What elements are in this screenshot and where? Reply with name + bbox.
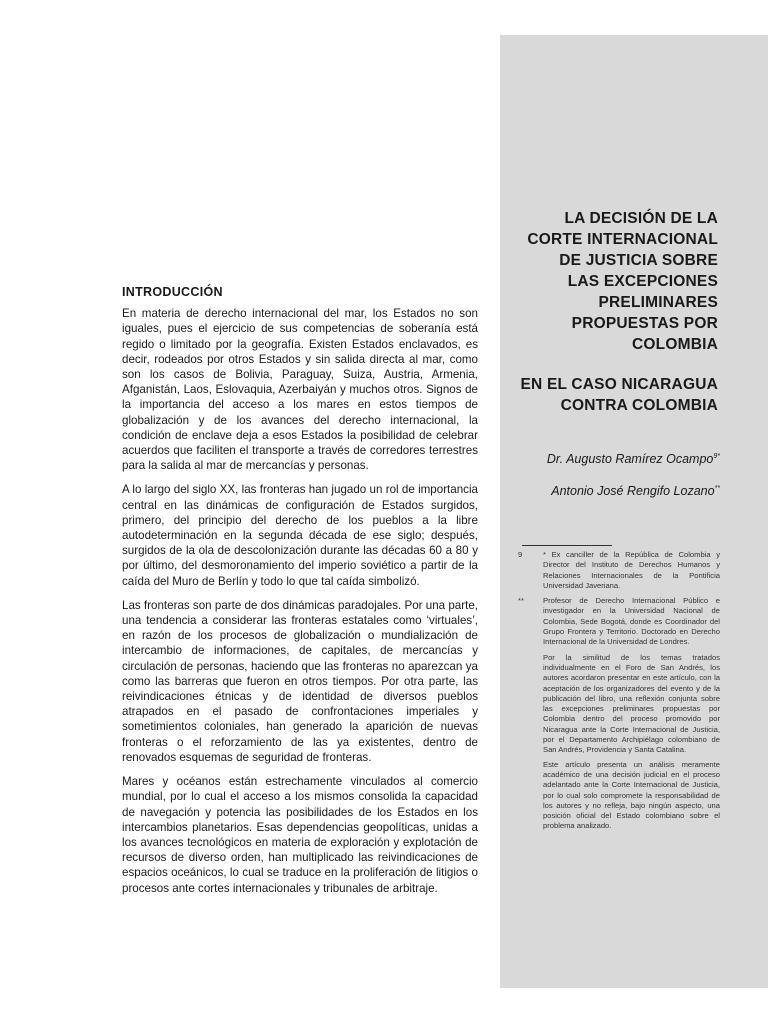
paragraph: A lo largo del siglo XX, las fronteras han jugado un rol de importancia central en las dinámicas de configuración de Estados surgidos, primero, del principio del derecho de los pueblos a la libre autodeterminación en la segunda década de ese siglo; después, surgidos de la ola de descolonización durante las décadas 60 a 80 y por último, del desmoronamiento del imperio soviético a partir de la caída del Muro de Berlín y todo lo que tal caída simbolizó. <box>122 483 478 588</box>
footnote-text: Profesor de Derecho Internacional Público e investigador en la Universidad Nacional de Colombia, Sede Bogotá, donde es Coordinador del Grupo Frontera y Territorio. Doctorado en Derecho Internacional de la Universidad de Londres. <box>543 596 720 647</box>
title-line: PRELIMINARES <box>598 294 718 311</box>
author-name: Dr. Augusto Ramírez Ocampo$^{9*}$ <box>546 452 720 467</box>
footnote <box>518 550 720 591</box>
title-line: LAS EXCEPCIONES <box>567 273 718 290</box>
main-text <box>122 285 478 905</box>
footnote-continuation: Por la similitud de los temas tratados individualmente en el Foro de San Andrés, los autores acordaron presentar en este artículo, con la aceptación de los organizadores del evento y de la publicación del libro, una reflexión conjunta sobre las excepciones preliminares propuestas por Colombia dentro del proceso promovido por Nicaragua ante la Corte Internacional de Justicia, por el Departamento Archipiélago colombiano de San Andrés, Providencia y Santa Catalina. <box>543 652 720 755</box>
title-line: DE JUSTICIA SOBRE <box>559 252 718 269</box>
footnote <box>518 596 720 647</box>
footnote-divider <box>522 545 612 546</box>
author-footnote-mark: 9* <box>713 453 720 460</box>
author-list <box>508 442 720 506</box>
paragraph: Las fronteras son parte de dos dinámicas paradojales. Por una parte, una tendencia a considerar las fronteras estatales como ‘virtuales’, en razón de los procesos de globalización o mundialización de intercambio de informaciones, de capitales, de mercancías y circulación de personas, haciendo que las fronteras no aparezcan ya como las barreras que fueron en otros tiempos. Por otra parte, las reivindicaciones étnicas y de identidad de diversos pueblos atrapados en el pasado de confrontaciones imperiales y sometimientos coloniales, han generado la aparición de nuevas fronteras o el reforzamiento de las ya existentes, dentro de renovados esquemas de seguridad de fronteras. <box>122 598 478 764</box>
footnote-text: * Ex canciller de la República de Colombia y Director del Instituto de Derechos Humanos y Relaciones Internacionales de la Pontificia Universidad Javeriana. <box>543 550 720 590</box>
article-title <box>518 208 718 416</box>
footnotes <box>518 550 720 836</box>
title-line: LA DECISIÓN DE LA <box>564 210 718 227</box>
subtitle-line: EN EL CASO NICARAGUA <box>520 376 718 393</box>
title-line: PROPUESTAS POR <box>571 315 718 332</box>
title-line: COLOMBIA <box>632 336 718 353</box>
section-heading: INTRODUCCIÓN <box>122 285 223 299</box>
author-name: Antonio José Rengifo Lozano** <box>551 484 720 499</box>
footnote-continuation: Este artículo presenta un análisis meramente académico de una decisión judicial en el proceso adelantado ante la Corte Internacional de Justicia, por lo cual solo compromete la responsabilidad de los autores y no refleja, bajo ningún aspecto, una posición oficial del Estado colombiano sobre el problema analizado. <box>543 759 720 831</box>
paragraph: Mares y océanos están estrechamente vinculados al comercio mundial, por lo cual el acceso a los mismos consolida la capacidad de navegación y potencia las posibilidades de los Estados en los intercambios planetarios. Esas dependencias geopolíticas, unidas a los avances tecnológicos en materia de exploración y explotación de recursos de diverso orden, han multiplicado las reivindicaciones de espacios oceánicos, lo cual se traduce en la proliferación de litigios o procesos ante cortes internacionales y tribunales de arbitraje. <box>122 775 478 895</box>
sidebar-panel <box>500 35 768 988</box>
author-footnote-mark: ** <box>714 485 720 493</box>
subtitle-line: CONTRA COLOMBIA <box>560 397 718 414</box>
footnote-mark: 9 <box>518 550 523 559</box>
paragraph: En materia de derecho internacional del mar, los Estados no son iguales, pues el ejercicio de sus competencias de soberanía está regido o limitado por la geografía. Existen Estados enclavados, es decir, rodeados por otros Estados y sin salida directa al mar, como son los casos de Bolivia, Paraguay, Suiza, Austria, Armenia, Afganistán, Laos, Eslovaquia, Azerbaiyán y muchos otros. Signos de la importancia del acceso a los mares en estos tiempos de globalización y de los avances del derecho internacional, la condición de enclave deja a esos Estados la posibilidad de celebrar acuerdos que faciliten el transporte a través de corredores terrestres para la salida al mar de mercancías y personas. <box>122 307 478 473</box>
footnote-mark: ** <box>518 596 524 606</box>
title-line: CORTE INTERNACIONAL <box>527 231 718 248</box>
